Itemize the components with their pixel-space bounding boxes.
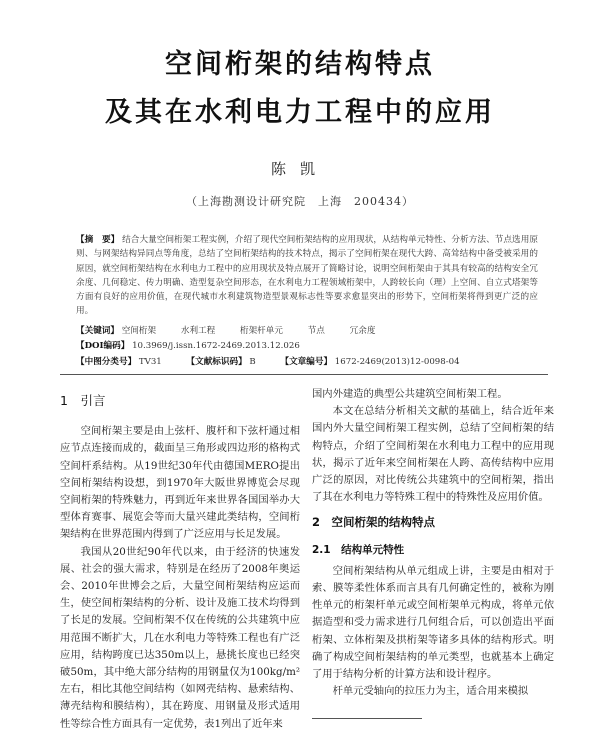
- body-paragraph: 空间桁架结构从单元组成上讲，主要是由相对于索、膜等柔性体系而言具有几何确定性的，被称为刚性单元的桁架杆单元或空间桁架单元构成，将单元依据造型和受力需求进行几何组合后，可以创造出平面桁架、立体桁架及拱桁架等诸多具体的结构形式。明确了构成空间桁架结构的单元类型，也就基本上确定了用于结构分析的计算方法和设计程序。: [312, 564, 554, 681]
- left-column: [60, 386, 300, 733]
- clc-value: TV31: [138, 357, 162, 367]
- header-divider: [60, 374, 548, 375]
- doi-value: 10.3969/j.issn.1672-2469.2013.12.026: [132, 341, 300, 351]
- abstract-text: 结合大量空间桁架工程实例，介绍了现代空间桁架结构的应用现状，从结构单元特性、分析方法、节点选用原则、与网架结构异同点等角度，总结了空间桁架结构的技术特点，揭示了空间桁架在现代大跨、高耸结构中备受被采用的原因，就空间桁架结构在水利电力工程中的应用现状及特点展开了简略讨论，说明空间桁架由于其具有较高的结构安全冗余度、几何稳定、传力明确、造型复杂空间形态，在水利电力工程领域桁架中，人跨较长向（理）上空间、自立式塔架等方面有良好的应用价值，在现代城市水利建筑物造型景观标志性等要求愈显突出的形势下，空间桁架将得到更广泛的应用。: [76, 235, 538, 317]
- subsection-2-1-heading: 2.1 结构单元特性: [312, 543, 405, 556]
- keyword: 空间桁架: [121, 326, 157, 336]
- doc-code-value: B: [249, 357, 256, 367]
- article-number-label: 【文章编号】: [280, 357, 333, 367]
- paper-title-line1: 空间桁架的结构特点: [165, 49, 435, 80]
- doi-label: 【DOI编码】: [76, 341, 130, 351]
- author-name: 陈凯: [270, 160, 329, 178]
- body-paragraph: 本文在总结分析相关文献的基础上，结合近年来国内外大量空间桁架工程实例，总结了空间桁架的结构特点，介绍了空间桁架在水利电力工程中的应用现状，揭示了近年来空间桁架在人跨、高传结构中应用广泛的原因，对比传统公共建筑中的空间桁架，指出了其在水利电力等特殊工程中的特殊性及应用价值。: [312, 405, 554, 504]
- paper-title-line2: 及其在水利电力工程中的应用: [105, 97, 495, 128]
- abstract: [76, 233, 538, 319]
- body-paragraph: 国内外建造的典型公共建筑空间桁架工程。: [312, 388, 508, 400]
- footnote-divider: [312, 718, 422, 719]
- classification-line: [76, 355, 546, 367]
- section-2-heading: 2 空间桁架的结构特点: [312, 515, 436, 530]
- article-number-value: 1672-2469(2013)12-0098-04: [334, 357, 460, 367]
- keyword: 冗余度: [349, 326, 376, 336]
- doi-line: [76, 339, 546, 351]
- section-1-heading: 1 引言: [60, 393, 106, 408]
- keywords-label: 【关键词】: [76, 326, 119, 336]
- keyword: 桁架杆单元: [239, 326, 283, 336]
- keyword: 水利工程: [180, 326, 216, 336]
- author-affiliation: （上海勘测设计研究院 上海 200434）: [186, 195, 414, 208]
- body-paragraph: 我国从20世纪90年代以来，由于经济的快速发展、社会的强大需求，特别是在经历了2008年奥运会、2010年世博会之后，大量空间桁架结构应运而生，使空间桁架结构的分析、设计及施工技术均得到了长足的发展。空间桁架不仅在传统的公共建筑中应用范围不断扩大，几在水利电力等特殊工程也有广泛应用，结构跨度已达350m以上，悬挑长度也已经突破50m，其中绝大部分结构的用钢量仅为100kg/m²左右，相比其他空间结构（如网壳结构、悬索结构、薄壳结构和膜结构），其在跨度、用钢量及形式适用性等综合性方面具有一定优势，表1列出了近年来: [60, 545, 300, 730]
- body-paragraph: 杆单元受轴向的拉压力为主，适合用来模拟: [332, 685, 529, 698]
- keyword: 节点: [307, 326, 325, 336]
- right-column: [312, 386, 554, 700]
- doc-code-label: 【文献标识码】: [186, 357, 247, 367]
- keywords-line: [76, 324, 546, 336]
- abstract-label: 【摘 要】: [76, 235, 120, 245]
- body-paragraph: 空间桁架主要是由上弦杆、腹杆和下弦杆通过相应节点连接而成的，截面呈三角形或四边形的格构式空间杆系结构。从19世纪30年代由德国MERO提出空间桁架结构设想，到1970年大阪世界博览会尽现空间桁架的特殊魅力，再到近年来世界各国国举办大型体育赛事、展览会等而大量兴建此类结构，空间桁架结构在世界范围内得到了广泛应用与长足发展。: [60, 425, 300, 541]
- clc-label: 【中图分类号】: [76, 357, 137, 367]
